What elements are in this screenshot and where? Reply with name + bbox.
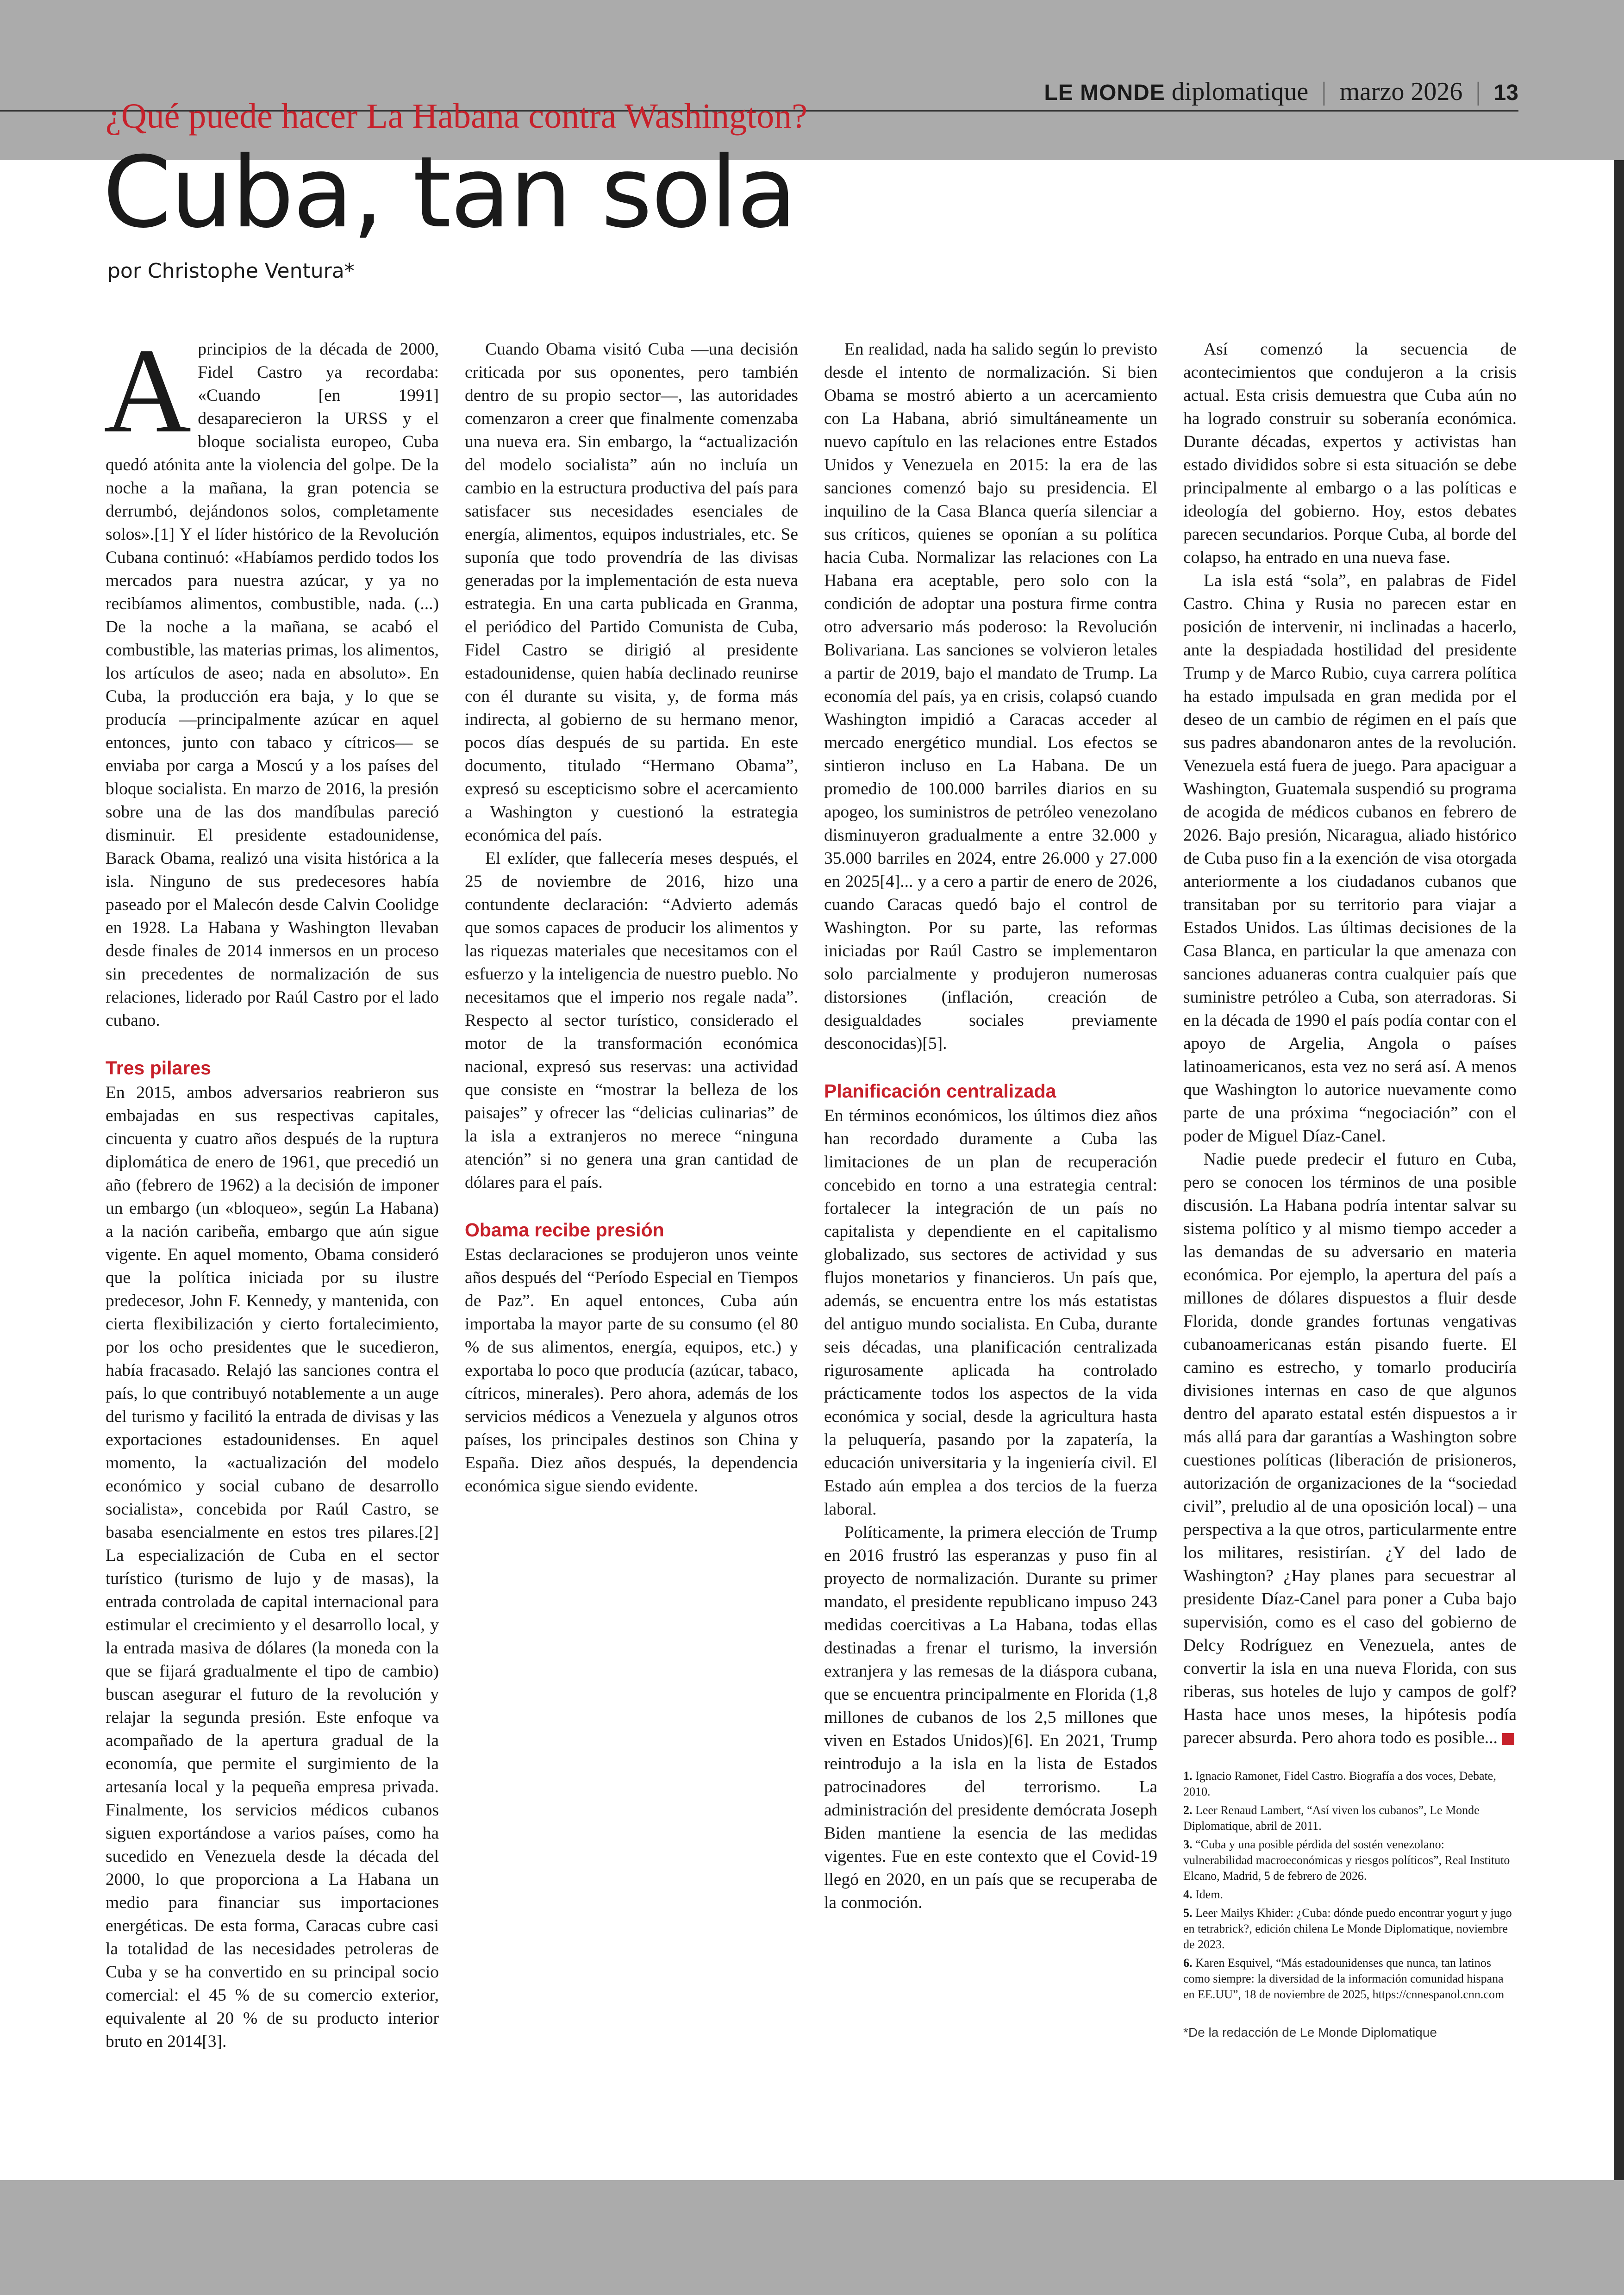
- footnote: [1183, 1955, 1517, 2002]
- subheading-obama: Obama recibe presión: [465, 1219, 664, 1241]
- column-3: [824, 338, 1157, 1915]
- footnote: [1183, 1768, 1517, 1800]
- footnote: [1183, 1905, 1517, 1952]
- paragraph-text: principios de la década de 2000, Fidel Castro ya recordaba: «Cuando [en 1991] desaparecieron la URSS y el bloque socialista europeo, Cuba quedó atónita ante la violencia del golpe. De la noche a la mañana, la gran potencia se derrumbó, dejándonos solos, completamente solos».[1] Y el líder histórico de la Revolución Cubana continuó: «Habíamos perdido todos los mercados para nuestra azúcar, y ya no recibíamos alimentos, combustible, nada. (...) De la noche a la mañana, se acabó el combustible, las materias primas, los alimentos, los artículos de aseo; nada en absoluto». En Cuba, la producción era baja, y lo que se producía —principalmente azúcar en aquel entonces, junto con tabaco y cítricos— se enviaba por carga a Moscú y a los países del bloque socialista. En marzo de 2016, la presión sobre una de las dos mandíbulas pareció disminuir. El presidente estadounidense, Barack Obama, realizó una visita histórica a la isla. Ninguno de sus predecesores había paseado por el Malecón desde Calvin Coolidge en 1928. La Habana y Washington llevaban desde finales de 2014 inmersos en un proceso sin precedentes de normalización de sus relaciones, liderado por Raúl Castro por el lado cubano.: [106, 340, 439, 1030]
- paragraph: [104, 324, 439, 1032]
- header-separator: |: [1321, 77, 1327, 106]
- subheading-tres-pilares: Tres pilares: [106, 1057, 211, 1079]
- footnote-number: 1.: [1183, 1769, 1193, 1783]
- footnote-text: Idem.: [1195, 1888, 1223, 1901]
- paragraph: Estas declaraciones se produjeron unos veinte años después del “Período Especial en Tiempos de Paz”. En aquel entonces, Cuba aún importaba la mayor parte de su consumo (el 80 % de sus alimentos, energía, equipos, etc.) y exportaba lo poco que producía (azúcar, tabaco, cítricos, minerales). Pero ahora, además de los servicios médicos a Venezuela y algunos otros países, los principales destinos son China y España. Diez años después, la dependencia económica sigue siendo evidente.: [465, 1245, 798, 1496]
- page-number: 13: [1493, 81, 1518, 105]
- paragraph: En realidad, nada ha salido según lo previsto desde el intento de normalización. Si bien Obama se mostró abierto a un acercamiento con La Habana, abrió simultáneamente un nuevo capítulo en las relaciones entre Estados Unidos y Venezuela en 2015: la era de las sanciones comenzó bajo su presidencia. El inquilino de la Casa Blanca quería silenciar a sus críticos, quienes se oponían a su política hacia Cuba. Normalizar las relaciones con La Habana era aceptable, pero solo con la condición de adoptar una postura firme contra otro adversario más poderoso: la Revolución Bolivariana. Las sanciones se volvieron letales a partir de 2019, bajo el mandato de Trump. La economía del país, ya en crisis, colapsó cuando Washington impidió a Caracas acceder al mercado energético mundial. Los efectos se sintieron incluso en La Habana. De un promedio de 100.000 barriles diarios en su apogeo, los suministros de petróleo venezolano disminuyeron gradualmente a entre 32.000 y 35.000 barriles en 2024, entre 26.000 y 27.000 en 2025[4]... y a cero a partir de enero de 2026, cuando Caracas quedó bajo el control de Washington. Por su parte, las reformas iniciadas por Raúl Castro se implementaron solo parcialmente y produjeron numerosas distorsiones (inflación, creación de desigualdades sociales previamente desconocidas)[5].: [824, 340, 1157, 1053]
- paragraph: [1183, 1148, 1517, 1750]
- footnote-text: Ignacio Ramonet, Fidel Castro. Biografía a dos voces, Debate, 2010.: [1183, 1769, 1496, 1798]
- footnote: [1183, 1802, 1517, 1834]
- article-kicker: ¿Qué puede hacer La Habana contra Washington?: [106, 97, 807, 136]
- column-2: [465, 338, 798, 1498]
- brand-sub: diplomatique: [1171, 77, 1309, 106]
- column-1: [104, 324, 439, 2053]
- end-mark-icon: [1502, 1733, 1514, 1745]
- footnote: [1183, 1837, 1517, 1884]
- footnote-text: Leer Renaud Lambert, “Así viven los cubanos”, Le Monde Diplomatique, abril de 2011.: [1183, 1803, 1480, 1833]
- footnote-number: 4.: [1183, 1888, 1193, 1901]
- footnote-number: 3.: [1183, 1838, 1193, 1851]
- footnote-text: Leer Mailys Khider: ¿Cuba: dónde puedo encontrar yogurt y jugo en tetrabrick?, edición chilena Le Monde Diplomatique, noviembre de 2023.: [1183, 1906, 1512, 1951]
- column-4: [1183, 338, 1517, 2044]
- paragraph: Políticamente, la primera elección de Trump en 2016 frustró las esperanzas y puso fin al proyecto de normalización. Durante su primer mandato, el presidente republicano impuso 243 medidas coercitivas a La Habana, todas ellas destinadas a frenar el turismo, la inversión extranjera y las remesas de la diáspora cubana, que se encuentra principalmente en Florida (1,8 millones de cubanos de los 2,5 millones que viven en Estados Unidos)[6]. En 2021, Trump reintrodujo a la isla en la lista de Estados patrocinadores del terrorismo. La administración del presidente demócrata Joseph Biden mantiene la esencia de las medidas vigentes. Fue en este contexto que el Covid-19 llegó en 2020, en un país que se recuperaba de la conmoción.: [824, 1523, 1157, 1912]
- paragraph: Cuando Obama visitó Cuba —una decisión criticada por sus oponentes, pero también dentro de su propio sector—, las autoridades comenzaron a creer que finalmente comenzaba una nueva era. Sin embargo, la “actualización del modelo socialista” aún no incluía un cambio en la estructura productiva del país para satisfacer sus necesidades esenciales de energía, alimentos, equipos industriales, etc. Se suponía que todo provendría de las divisas generadas por la implementación de esta nueva estrategia. En una carta publicada en Granma, el periódico del Partido Comunista de Cuba, Fidel Castro se dirigió al presidente estadounidense, quien había declinado reunirse con él durante su visita, y, de forma más indirecta, al gobierno de su hermano menor, pocos días después de su partida. En este documento, titulado “Hermano Obama”, expresó su escepticismo sobre el acercamiento a Washington y cuestionó la estrategia económica del país.: [465, 340, 798, 845]
- brand-name: LE MONDE: [1044, 81, 1165, 105]
- footnote-number: 6.: [1183, 1956, 1193, 1970]
- footnote-number: 2.: [1183, 1803, 1193, 1817]
- drop-cap: A: [104, 324, 192, 458]
- paragraph: La isla está “sola”, en palabras de Fidel Castro. China y Rusia no parecen estar en posición de intervenir, ni inclinadas a hacerlo, ante la despiadada hostilidad del presidente Trump y de Marco Rubio, cuya carrera política ha estado impulsada en gran medida por el deseo de un cambio de régimen en el país que sus padres abandonaron antes de la revolución. Venezuela está fuera de juego. Para apaciguar a Washington, Guatemala suspendió su programa de acogida de médicos cubanos en febrero de 2026. Bajo presión, Nicaragua, aliado histórico de Cuba puso fin a la exención de visa otorgada anteriormente a los ciudadanos cubanos que transitaban por su territorio para viajar a Estados Unidos. Las últimas decisiones de la Casa Blanca, en particular la que amenaza con sanciones aduaneras contra cualquier país que suministre petróleo a Cuba, son aterradoras. Si en la década de 1990 el país podía contar con el apoyo de Argelia, Angola o países latinoamericanos, esta vez no será así. A menos que Washington lo autorice nuevamente como parte de una próxima “negociación” con el poder de Miguel Díaz-Canel.: [1183, 571, 1517, 1146]
- paragraph-text: Nadie puede predecir el futuro en Cuba, pero se conocen los términos de una posible discusión. La Habana podría intentar salvar su sistema político y al mismo tiempo acceder a las demandas de su adversario en materia económica. Por ejemplo, la apertura del país a millones de dólares dispuestos a fluir desde Florida, donde grandes fortunas vengativas cubanoamericanas están pisando fuerte. El camino es estrecho, y tomarlo produciría divisiones internas en caso de que algunos dentro del aparato estatal estén dispuestos a ir más allá para dar garantías a Washington sobre cuestiones políticas (liberación de prisioneros, autorización de organizaciones de la “sociedad civil”, preludio al de una oposición local) – una perspectiva a la que otros, particularmente entre los militares, resistirían. ¿Y del lado de Washington? ¿Hay planes para secuestrar al presidente Díaz-Canel para poner a Cuba bajo supervisión, como es el caso del gobierno de Delcy Rodríguez en Venezuela, antes de convertir la isla en una nueva Florida, con sus riberas, sus hoteles de lujo y campos de golf? Hasta hace unos meses, la hipótesis podía parecer absurda. Pero ahora todo es posible...: [1183, 1150, 1517, 1747]
- paragraph: Así comenzó la secuencia de acontecimientos que condujeron a la crisis actual. Esta crisis demuestra que Cuba aún no ha logrado construir su soberanía económica. Durante décadas, expertos y activistas han estado divididos sobre si esta situación se debe principalmente al embargo o a las políticas e ideología del gobierno. Hoy, estos debates parecen secundarios. Porque Cuba, al borde del colapso, ha entrado en una nueva fase.: [1183, 340, 1517, 567]
- header-separator: |: [1475, 77, 1481, 106]
- footnote-text: “Cuba y una posible pérdida del sostén venezolano: vulnerabilidad macroeconómicas y riesgos políticos”, Real Instituto Elcano, Madrid, 5 de febrero de 2026.: [1183, 1838, 1510, 1883]
- author-note: *De la redacción de Le Monde Diplomatique: [1183, 2025, 1437, 2039]
- page-edge: [1614, 160, 1624, 2180]
- issue-date: marzo 2026: [1339, 77, 1463, 106]
- paragraph: [106, 1081, 439, 2053]
- footnote-text: Karen Esquivel, “Más estadounidenses que nunca, tan latinos como siempre: la diversidad de la información comunidad hispana en EE.UU”, 18 de noviembre de 2025, https://cnnespanol.cnn.com: [1183, 1956, 1505, 2001]
- paragraph: En términos económicos, los últimos diez años han recordado duramente a Cuba las limitaciones de un plan de recuperación concebido en torno a una estrategia central: fortalecer la integración de un país no capitalista y dependiente en el capitalismo globalizado, sus sectores de actividad y sus flujos monetarios y financieros. Un país que, además, se encuentra entre los más estatistas del antiguo mundo socialista. En Cuba, durante seis décadas, una planificación centralizada rigurosamente aplicada ha controlado prácticamente todos los aspectos de la vida económica y social, desde la agricultura hasta la peluquería, pasando por la zapatería, la educación universitaria y la ingeniería civil. El Estado aún emplea a dos tercios de la fuerza laboral.: [824, 1106, 1157, 1519]
- article-title: Cuba, tan sola: [103, 135, 796, 249]
- footnote: [1183, 1887, 1517, 1902]
- footnote-number: 5.: [1183, 1906, 1193, 1920]
- article-byline: por Christophe Ventura*: [107, 259, 355, 283]
- subheading-planificacion: Planificación centralizada: [824, 1080, 1056, 1102]
- paragraph-text: En 2015, ambos adversarios reabrieron sus embajadas en sus respectivas capitales, cincuenta y cuatro años después de la ruptura diplomática de enero de 1961, que precedió un año (febrero de 1962) a la decisión de imponer un embargo (un «bloqueo», según La Habana) a la nación caribeña, embargo que aún sigue vigente. En aquel momento, Obama consideró que la política iniciada por su ilustre predecesor, John F. Kennedy, y mantenida, con cierta flexibilización y cierto fortalecimiento, por los ocho presidentes que le sucedieron, había fracasado. Relajó las sanciones contra el país, lo que contribuyó notablemente a un auge del turismo y facilitó la entrada de divisas y las exportaciones estadounidenses. En aquel momento, la «actualización del modelo económico y social cubano de desarrollo socialista», concebida por Raúl Castro, se basaba esencialmente en estos tres pilares.[2] La especialización de Cuba en el sector turístico (turismo de lujo y de masas), la entrada controlada de capital internacional para estimular el crecimiento y el desarrollo local, y la entrada masiva de dólares (la moneda con la que se fijará gradualmente el tipo de cambio) buscan asegurar el futuro de la revolución y relajar la segunda presión. Este enfoque va acompañado de la apertura gradual de la economía, que permite el surgimiento de la artesanía local y la pequeña empresa privada. Finalmente, los servicios médicos cubanos siguen exportándose a varios países, como ha sucedido en Venezuela desde la década del 2000, lo que proporciona a La Habana un medio para financiar sus importaciones energéticas. De esta forma, Caracas cubre casi la totalidad de las necesidades petroleras de Cuba y se ha convertido en su principal socio comercial: el 45 % de su comercio exterior, equivalente al 20 % de su producto interior bruto en 2014[3].: [106, 1083, 439, 2051]
- masthead: [1044, 77, 1518, 106]
- footnotes: [1183, 1768, 1517, 2002]
- paragraph: El exlíder, que fallecería meses después, el 25 de noviembre de 2016, hizo una contundente declaración: “Advierto además que somos capaces de producir los alimentos y las riquezas materiales que necesitamos con el esfuerzo y la inteligencia de nuestro pueblo. No necesitamos que el imperio nos regale nada”. Respecto al sector turístico, considerado el motor de la transformación económica nacional, expresó sus reservas: una actividad que consiste en “mostrar la belleza de los paisajes” y ofrecer las “delicias culinarias” de la isla a extranjeros no merece “ninguna atención” si no genera una gran cantidad de dólares para el país.: [465, 849, 798, 1192]
